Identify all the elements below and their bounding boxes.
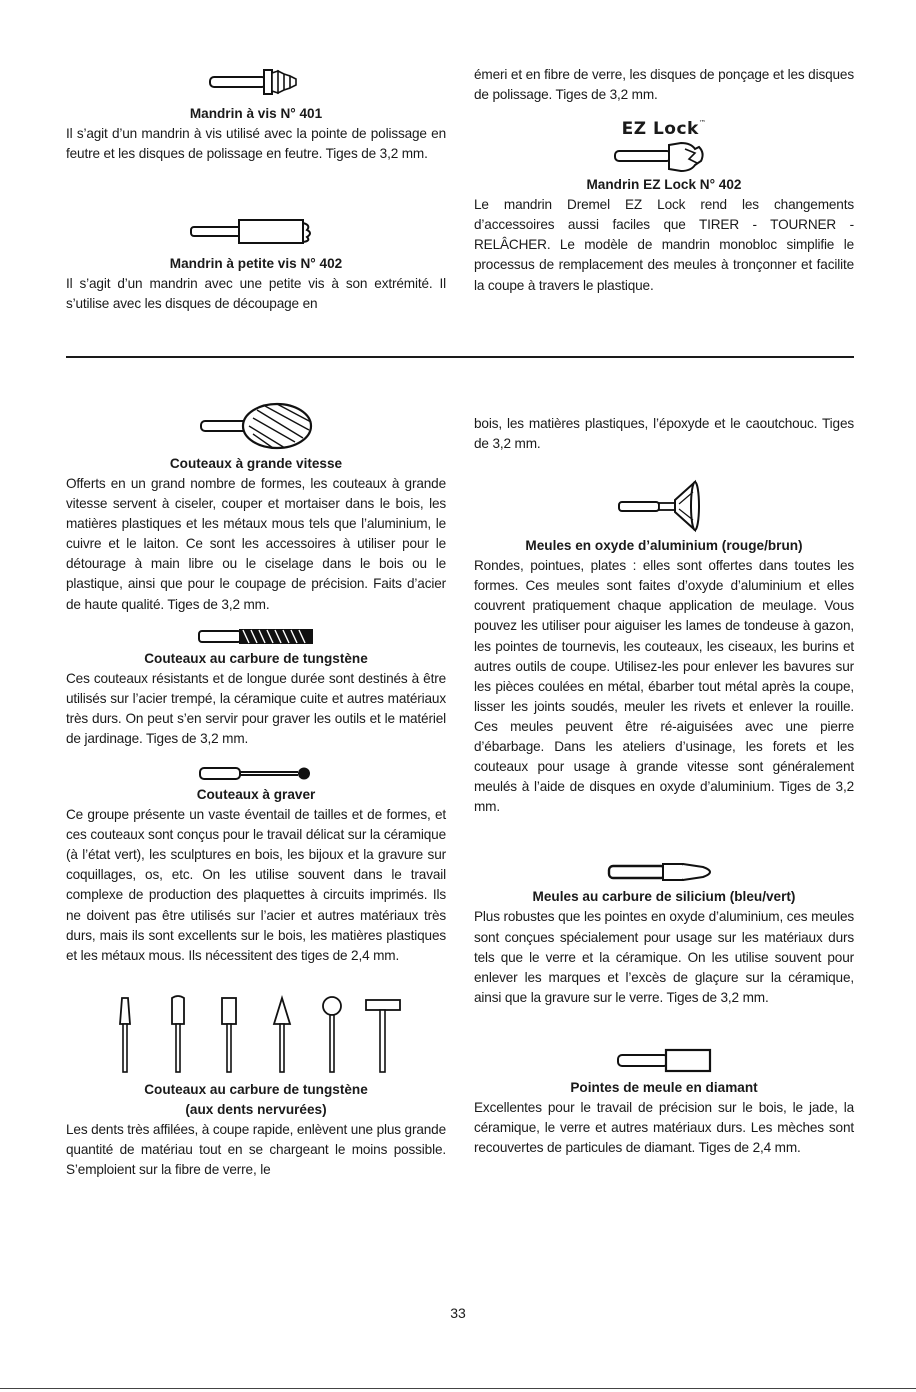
structured-tooth-cutters-subtitle: (aux dents nervurées) bbox=[185, 1101, 327, 1117]
engraving-cutters-description: Ce groupe présente un vaste éventail de tailles et de formes, et ces couteaux sont conçus pour le travail délicat sur la céramique (à l’état vert), les sculptures en bois, les bijoux et la gravure sur coquillages, os, etc. On les utilise souvent dans le travail complexe de production des plaquettes à circuits imprimés. Ils ne doivent pas être utilisés sur l’acier et autres matériaux très durs, mais ils sont excellents sur le bois, les matières plastiques et les métaux mous. Ils nécessitent des tiges de 2,4 mm. bbox=[66, 807, 446, 963]
mandrel-401-section bbox=[66, 62, 446, 164]
ez-lock-mandrel-icon bbox=[599, 139, 729, 175]
diamond-points-description: Excellentes pour le travail de précision sur le bois, le jade, la céramique, le verre et autres matériaux durs. Les mèches sont recouvertes de particules de diamant. Tiges de 2,4 mm. bbox=[474, 1099, 854, 1156]
engraving-cutters-section bbox=[66, 763, 446, 966]
ez-lock-description: Le mandrin Dremel EZ Lock rend les changements d’accessoires aussi faciles que TIRER - TOURNER - RELÂCHER. Le modèle de mandrin monobloc simplifie le processus de remplacement des meules à tronçonner et facilite la coupe à travers le plastique. bbox=[474, 197, 854, 293]
ez-lock-logo bbox=[474, 119, 854, 139]
diamond-wheel-point-icon bbox=[604, 1046, 724, 1074]
bottom-right-column bbox=[474, 414, 854, 1158]
small-screw-mandrel-icon bbox=[181, 214, 331, 250]
section-divider bbox=[66, 356, 854, 358]
mandrel-402-section bbox=[66, 214, 446, 314]
structured-tooth-cutters-description: Les dents très affilées, à coupe rapide, enlèvent une plus grande quantité de matériau tout en se chargeant le moins possible. S’emploient sur la fibre de verre, le bbox=[66, 1121, 446, 1177]
trademark-mark: ™ bbox=[698, 119, 707, 128]
tungsten-cutters-title: Couteaux au carbure de tungstène bbox=[144, 650, 368, 666]
silicon-carbide-stone-icon bbox=[599, 859, 729, 885]
page-bottom-edge bbox=[0, 1388, 916, 1389]
aluminum-oxide-description: Rondes, pointues, plates : elles sont offertes dans toutes les formes. Ces meules sont faites d’oxyde d’aluminium et elles couvrent pratiquement chaque application de meulage. Vous pouvez les utiliser pour aiguiser les lames de tondeuse à gazon, les pointes de tournevis, les couteaux, les ciseaux, les burins et autres outils de coupe. Utilisez-les pour enlever les bavures sur les pièces coulées en métal, ébarber tout métal après la coupe, lisser les joints soudés, meuler les rivets et enlever la rouille. Ces meules peuvent être ré-aiguisées avec une pierre d’ébarbage. Dans les ateliers d’usinage, les forets et les couteaux pour usage à grande vitesse sont généralement meulés à l’aide de disques en oxyde d’aluminium. Tiges de 3,2 mm. bbox=[474, 558, 854, 815]
high-speed-cutter-icon bbox=[191, 400, 321, 452]
bottom-right-continuation-text: bois, les matières plastiques, l’époxyde et le caoutchouc. Tiges de 3,2 mm. bbox=[474, 416, 854, 452]
ez-lock-section bbox=[474, 119, 854, 295]
silicon-carbide-title: Meules au carbure de silicium (bleu/vert) bbox=[532, 889, 796, 905]
structured-tooth-cutters-icon bbox=[106, 994, 406, 1074]
mandrel-402-title: Mandrin à petite vis N° 402 bbox=[169, 256, 343, 271]
ez-lock-logo-text: EZ Lock bbox=[621, 119, 699, 140]
aluminum-oxide-stone-icon bbox=[609, 478, 719, 534]
mandrel-401-description: Il s’agit d’un mandrin à vis utilisé avec la pointe de polissage en feutre et les disques de polissage en feutre. Tiges de 3,2 mm. bbox=[66, 126, 446, 162]
high-speed-cutters-title: Couteaux à grande vitesse bbox=[169, 456, 343, 471]
silicon-carbide-description: Plus robustes que les pointes en oxyde d’aluminium, ces meules sont conçues spécialement pour usage sur les matériaux durs tels que le verre et la céramique. On les utilise souvent pour enlever les marques et l’excès de glaçure sur la céramique, ainsi que la gravure sur le verre. Tiges de 3,2 mm. bbox=[474, 909, 854, 1005]
mandrel-401-title: Mandrin à vis N° 401 bbox=[189, 106, 323, 121]
silicon-carbide-section bbox=[474, 859, 854, 1007]
ez-lock-title: Mandrin EZ Lock N° 402 bbox=[586, 177, 742, 193]
high-speed-cutters-section bbox=[66, 400, 446, 615]
diamond-points-section bbox=[474, 1046, 854, 1158]
screw-mandrel-icon bbox=[196, 62, 316, 102]
diamond-points-title: Pointes de meule en diamant bbox=[570, 1079, 758, 1095]
tungsten-carbide-cutter-icon bbox=[191, 625, 321, 649]
engraving-cutter-icon bbox=[186, 763, 326, 785]
top-right-column bbox=[474, 65, 854, 296]
bottom-left-column bbox=[66, 400, 446, 1180]
mandrel-402-description: Il s’agit d’un mandrin avec une petite vis à son extrémité. Il s’utilise avec les disques de découpage en bbox=[66, 276, 446, 312]
structured-tooth-cutters-title: Couteaux au carbure de tungstène bbox=[144, 1081, 368, 1097]
tungsten-cutters-section bbox=[66, 625, 446, 749]
structured-tooth-cutters-section bbox=[66, 994, 446, 1180]
top-right-continuation-text: émeri et en fibre de verre, les disques de ponçage et les disques de polissage. Tiges de 3,2 mm. bbox=[474, 67, 854, 103]
page-number: 33 bbox=[450, 1305, 466, 1321]
engraving-cutters-title: Couteaux à graver bbox=[196, 787, 316, 803]
aluminum-oxide-section bbox=[474, 478, 854, 817]
aluminum-oxide-title: Meules en oxyde d’aluminium (rouge/brun) bbox=[525, 538, 803, 554]
high-speed-cutters-description: Offerts en un grand nombre de formes, les couteaux à grande vitesse servent à ciseler, couper et mortaiser dans le bois, les matières plastiques et les métaux mous tels que l’aluminium, le cuivre et le laiton. Ce sont les accessoires à utiliser pour le détourage à main libre ou le ciselage dans le bois ou le plastique, ainsi que pour le coupage de précision. Faits d’acier de haute qualité. Tiges de 3,2 mm. bbox=[66, 476, 446, 612]
tungsten-cutters-description: Ces couteaux résistants et de longue durée sont destinés à être utilisés sur l’acier trempé, la céramique cuite et autres matériaux très durs. On peut s’en servir pour graver les outils et le matériel de jardinage. Tiges de 3,2 mm. bbox=[66, 670, 446, 746]
